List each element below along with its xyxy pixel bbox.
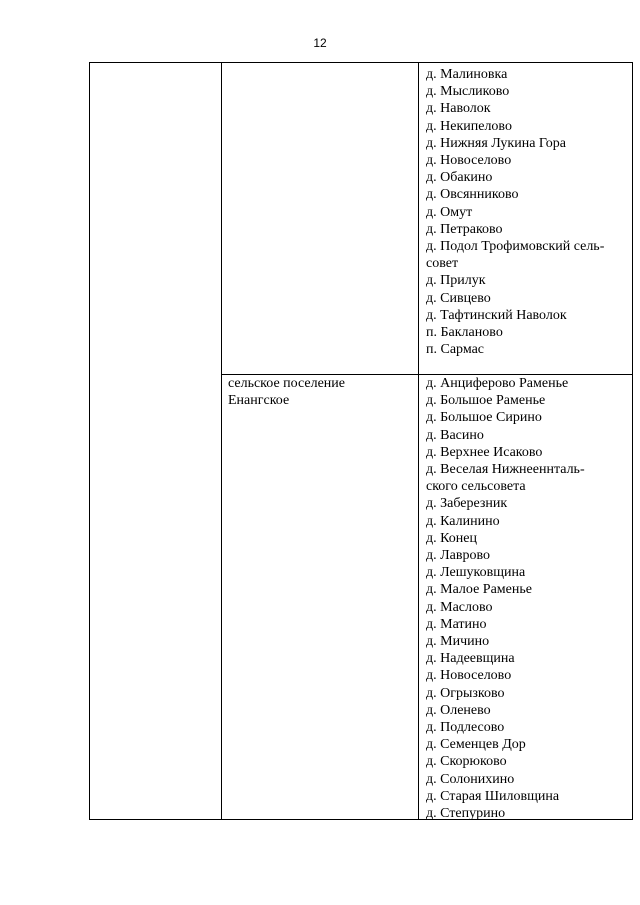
settlement-item: д. Большое Сирино [426, 410, 542, 426]
settlement-item: п. Сармас [426, 342, 485, 358]
settlement-item: д. Прилук [426, 273, 486, 289]
settlement-name-line: сельское поселение [228, 376, 345, 391]
settlement-item: д. Некипелово [426, 118, 512, 134]
settlement-item: д. Огрызково [426, 685, 505, 701]
settlement-item: д. Омут [426, 204, 473, 220]
settlement-item: д. Заберезник [426, 496, 508, 512]
settlement-item: д. Наволок [426, 101, 491, 117]
settlement-item: д. Мичино [426, 634, 490, 650]
settlements-table [89, 62, 633, 820]
settlement-item: д. Степурино [426, 806, 506, 822]
settlement-item: д. Лаврово [426, 548, 490, 564]
settlement-item: д. Новоселово [426, 668, 512, 684]
settlement-item: д. Скорюково [426, 754, 507, 770]
settlement-item: д. Веселая Нижнееннталь- [426, 462, 585, 478]
table-column-divider [221, 63, 222, 819]
settlement-item: д. Васино [426, 427, 484, 443]
settlement-list-row-1 [426, 66, 604, 358]
settlement-item: д. Анциферово Раменье [426, 376, 569, 391]
settlement-item: д. Новоселово [426, 153, 512, 169]
settlement-item: д. Тафтинский Наволок [426, 307, 567, 323]
settlement-item: д. Калинино [426, 513, 500, 529]
settlement-item: д. Надеевщина [426, 651, 515, 667]
settlement-list-row-2 [426, 375, 585, 822]
settlement-item: д. Овсянниково [426, 187, 519, 203]
settlement-item: д. Старая Шиловщина [426, 788, 560, 804]
settlement-item: ского сельсовета [426, 479, 526, 495]
settlement-item: д. Матино [426, 616, 487, 632]
settlement-item: совет [426, 256, 459, 272]
settlement-item: д. Малиновка [426, 67, 508, 82]
table-column-divider [418, 63, 419, 819]
settlement-item: д. Маслово [426, 599, 493, 615]
settlement-item: д. Подлесово [426, 720, 505, 736]
settlement-item: д. Петраково [426, 221, 503, 237]
settlement-item: д. Оленево [426, 702, 491, 718]
settlement-item: д. Большое Раменье [426, 393, 546, 409]
settlement-item: д. Сивцево [426, 290, 491, 306]
settlement-item: д. Верхнее Исаково [426, 444, 543, 460]
settlement-name-line: Енангское [228, 393, 290, 409]
page-number: 12 [313, 36, 327, 50]
settlement-item: д. Мысликово [426, 84, 510, 100]
rural-settlement-name [228, 375, 345, 409]
settlement-item: д. Малое Раменье [426, 582, 532, 598]
settlement-item: д. Семенцев Дор [426, 737, 526, 753]
settlement-item: д. Нижняя Лукина Гора [426, 135, 566, 151]
settlement-item: п. Баклановo [426, 325, 503, 341]
settlement-item: д. Обакино [426, 170, 493, 186]
settlement-item: д. Подол Трофимовский сель- [426, 239, 605, 255]
settlement-item: д. Солонихино [426, 771, 515, 787]
settlement-item: д. Лешуковщина [426, 565, 526, 581]
settlement-item: д. Конец [426, 530, 477, 546]
